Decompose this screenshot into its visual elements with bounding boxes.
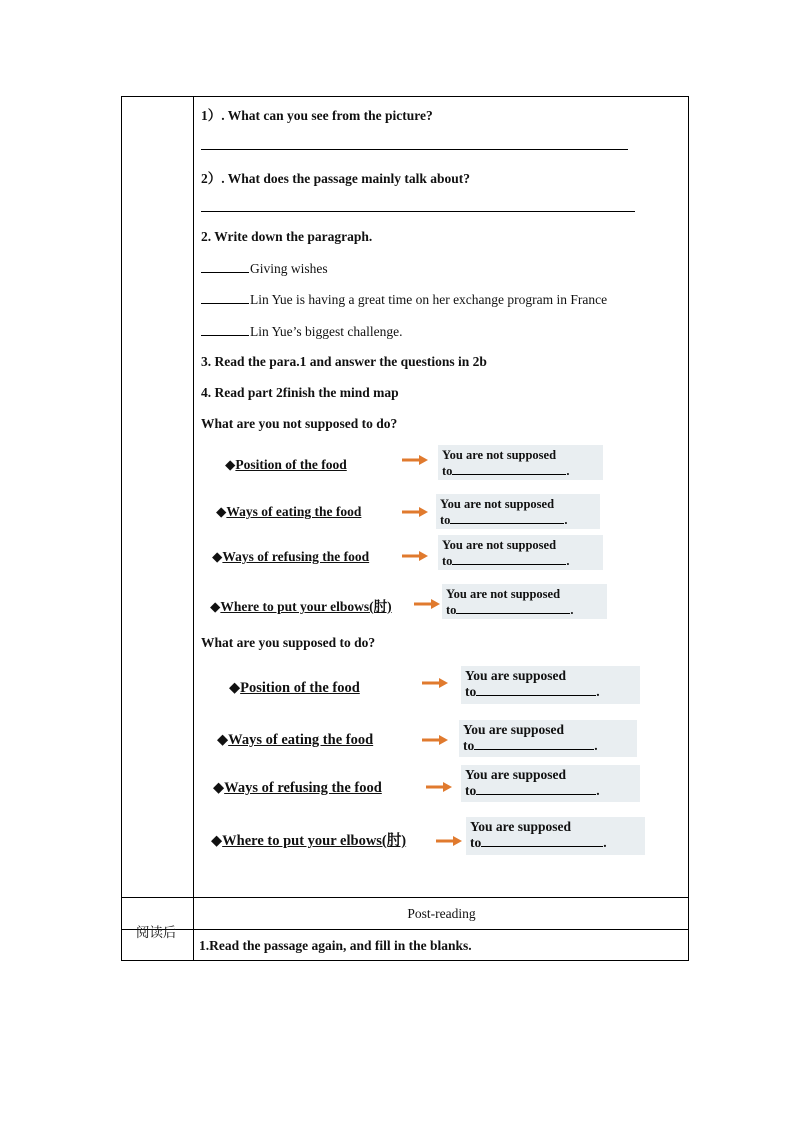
post-reading-task-1: 1.Read the passage again, and fill in the blanks. bbox=[199, 938, 472, 953]
diamond-bullet-icon: ◆ bbox=[213, 780, 225, 796]
mind-map-item: ◆Ways of eating the food bbox=[217, 732, 374, 748]
paragraph-order-c: Lin Yue’s biggest challenge. bbox=[201, 323, 402, 340]
diamond-bullet-icon: ◆ bbox=[229, 680, 241, 696]
column-divider bbox=[193, 96, 194, 961]
order-blank[interactable] bbox=[201, 323, 249, 336]
question-2: 2）. What does the passage mainly talk about? bbox=[201, 171, 471, 186]
task-2-heading: 2. Write down the paragraph. bbox=[201, 229, 373, 244]
order-blank[interactable] bbox=[201, 291, 249, 304]
mind-map-item: ◆Where to put your elbows(肘) bbox=[210, 599, 392, 614]
answer-line-2[interactable] bbox=[201, 211, 635, 212]
arrow-right-icon bbox=[414, 599, 440, 609]
diamond-bullet-icon: ◆ bbox=[217, 732, 229, 748]
answer-box[interactable]: You are not supposed to . bbox=[436, 494, 600, 529]
paragraph-order-b: Lin Yue is having a great time on her exchange program in France bbox=[201, 291, 607, 308]
diamond-bullet-icon: ◆ bbox=[211, 833, 223, 849]
arrow-right-icon bbox=[426, 782, 452, 792]
arrow-right-icon bbox=[402, 551, 428, 561]
arrow-right-icon bbox=[422, 735, 448, 745]
answer-box[interactable]: You are not supposed to . bbox=[442, 584, 607, 619]
not-supposed-heading: What are you not supposed to do? bbox=[201, 416, 398, 431]
row-divider bbox=[121, 929, 689, 930]
mind-map-item: ◆Position of the food bbox=[229, 680, 360, 696]
arrow-right-icon bbox=[402, 507, 428, 517]
post-reading-header: Post-reading bbox=[407, 906, 476, 921]
arrow-right-icon bbox=[402, 455, 428, 465]
task-3-heading: 3. Read the para.1 and answer the questions in 2b bbox=[201, 354, 487, 369]
arrow-right-icon bbox=[436, 836, 462, 846]
supposed-heading: What are you supposed to do? bbox=[201, 635, 376, 650]
answer-box[interactable]: You are not supposed to . bbox=[438, 445, 603, 480]
mind-map-item: ◆Ways of refusing the food bbox=[213, 780, 382, 796]
answer-box[interactable]: You are supposed to . bbox=[461, 765, 640, 802]
mind-map-item: ◆Ways of eating the food bbox=[216, 504, 362, 519]
diamond-bullet-icon: ◆ bbox=[216, 504, 227, 519]
row-divider bbox=[121, 897, 689, 898]
answer-line-1[interactable] bbox=[201, 149, 628, 150]
section-label: 阅读后 bbox=[136, 925, 177, 941]
mind-map-item: ◆Position of the food bbox=[225, 457, 347, 472]
diamond-bullet-icon: ◆ bbox=[212, 549, 223, 564]
mind-map-item: ◆Where to put your elbows(肘) bbox=[211, 833, 407, 849]
task-4-heading: 4. Read part 2finish the mind map bbox=[201, 385, 399, 400]
question-1: 1）. What can you see from the picture? bbox=[201, 108, 433, 123]
arrow-right-icon bbox=[422, 678, 448, 688]
answer-box[interactable]: You are supposed to . bbox=[466, 817, 645, 855]
mind-map-item: ◆Ways of refusing the food bbox=[212, 549, 370, 564]
diamond-bullet-icon: ◆ bbox=[225, 457, 236, 472]
order-blank[interactable] bbox=[201, 260, 249, 273]
answer-box[interactable]: You are supposed to . bbox=[461, 666, 640, 704]
answer-box[interactable]: You are supposed to . bbox=[459, 720, 637, 757]
paragraph-order-a: Giving wishes bbox=[201, 260, 328, 277]
diamond-bullet-icon: ◆ bbox=[210, 599, 221, 614]
answer-box[interactable]: You are not supposed to . bbox=[438, 535, 603, 570]
